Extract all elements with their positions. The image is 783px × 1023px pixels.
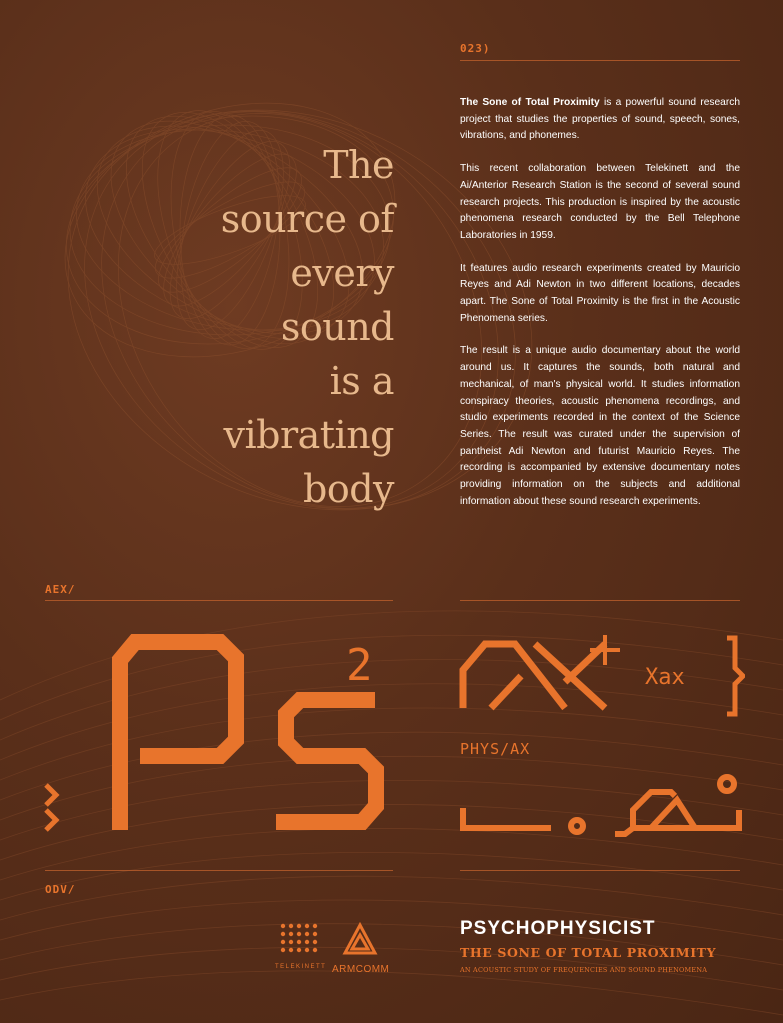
headline-line: is a: [329, 359, 394, 403]
body-text: [460, 95, 740, 526]
headline-line: body: [303, 467, 394, 511]
brand-subtitle: THE SONE OF TOTAL PROXIMITY: [460, 945, 717, 960]
body-paragraph-1-rest: is a powerful sound research project that studies the properties of sound, speech, sones, vibrations, and phonemes.: [460, 97, 740, 142]
telekinett-logo-text: TELEKINETT: [275, 964, 327, 970]
body-paragraph-4: The result is a unique audio documentary about the world around us. It captures the sounds, both natural and mechanical, of man's physical world. It studies information conspiracy theories, acoustic phenomena recordings, and studio experiments recorded in the context of the Science Series. The result was curated under the supervision of pantheist Adi Newton and futurist Mauricio Reyes. The recording is accompanied by extensive documentary notes providing information on the subjects and additional information about these sound research experiments.: [460, 345, 740, 507]
brand-tagline: AN ACOUSTIC STUDY OF FREQUENCIES AND SOUND PHENOMENA: [460, 966, 708, 974]
headline-line: The: [323, 143, 394, 187]
divider-right-mid: [460, 600, 740, 601]
divider-right-bottom: [460, 870, 740, 871]
headline-line: sound: [280, 305, 394, 349]
divider-odv: [45, 870, 393, 871]
section-label-odv: ODV/: [45, 883, 76, 896]
headline: [150, 138, 394, 516]
project-name: The Sone of Total Proximity: [460, 97, 600, 108]
body-paragraph-1: [460, 95, 740, 145]
phys-ax-label: PHYS/AX: [460, 740, 531, 758]
armcomm-logo-text: ARMCOMM: [332, 964, 390, 975]
headline-line: vibrating: [223, 413, 394, 457]
ax-glyph: [455, 630, 745, 720]
body-paragraph-2: This recent collaboration between Telekinett and the Ai/Anterior Research Station is the second of several sound research projects. This production is inspired by the acoustic phenomena research conducted by the Bell Telephone Laboratories in 1959.: [460, 163, 740, 241]
divider-aex: [45, 600, 393, 601]
headline-line: source of: [220, 197, 394, 241]
section-label-top: 023): [460, 42, 491, 55]
telekinett-logo: [277, 920, 321, 960]
divider-top: [460, 60, 740, 61]
brand-title: PSYCHOPHYSICIST: [460, 918, 656, 939]
xax-text: Xax: [645, 665, 685, 690]
armcomm-logo: [342, 922, 378, 958]
section-label-aex: AEX/: [45, 583, 76, 596]
body-paragraph-3: It features audio research experiments created by Mauricio Reyes and Adi Newton in two different locations, decades apart. The Sone of Total Proximity is the first in the Acoustic Phenomena series.: [460, 262, 740, 324]
superscript-text: 2: [346, 640, 373, 691]
phys-glyph: [455, 770, 745, 850]
headline-line: every: [290, 251, 394, 295]
ps-squared-glyph: [40, 630, 400, 850]
